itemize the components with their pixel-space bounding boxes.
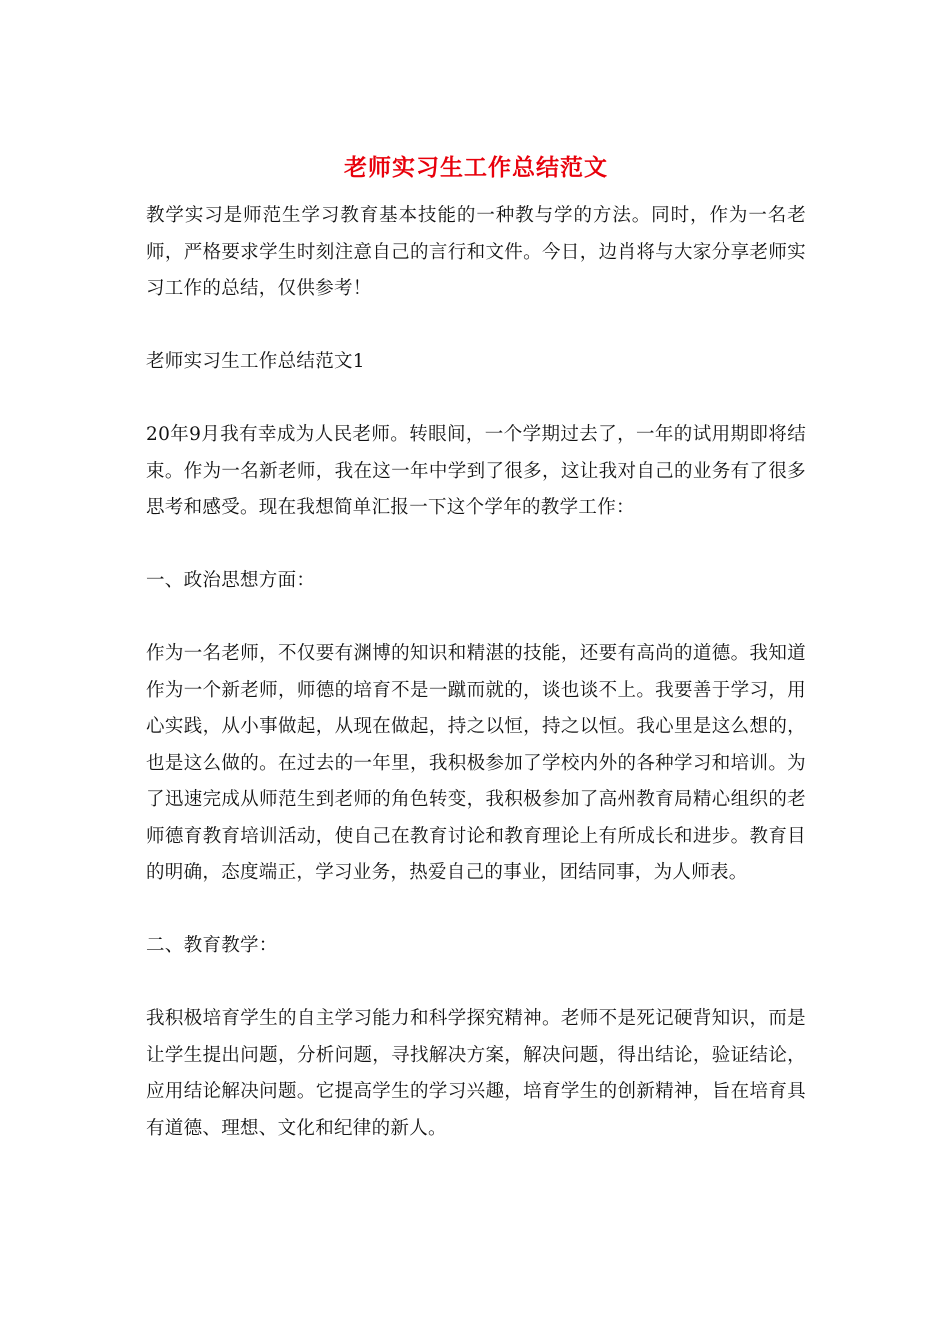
section-heading-teaching: 二、教育教学：	[146, 935, 278, 956]
intro-paragraph: 教学实习是师范生学习教育基本技能的一种教与学的方法。同时，作为一名老师，严格要求学生时刻注意自己的言行和文件。今日，边肖将与大家分享老师实习工作的总结，仅供参考！	[146, 205, 806, 299]
document-title: 老师实习生工作总结范文	[344, 154, 608, 181]
paragraph-gap	[146, 308, 806, 345]
body-paragraph-3: 我积极培育学生的自主学习能力和科学探究精神。老师不是死记硬背知识，而是让学生提出问题，分析问题，寻找解决方案，解决问题，得出结论，验证结论，应用结论解决问题。它提高学生的学习兴趣，培育学生的创新精神，旨在培育具有道德、理想、文化和纪律的新人。	[146, 1008, 806, 1139]
article-heading: 老师实习生工作总结范文1	[146, 351, 365, 372]
section-heading-politics: 一、政治思想方面：	[146, 570, 316, 591]
body-paragraph-2: 作为一名老师，不仅要有渊博的知识和精湛的技能，还要有高尚的道德。我知道作为一个新老师，师德的培育不是一蹴而就的，谈也谈不上。我要善于学习，用心实践，从小事做起，从现在做起，持之以恒，持之以恒。我心里是这么想的，也是这么做的。在过去的一年里，我积极参加了学校内外的各种学习和培训。为了迅速完成从师范生到老师的角色转变，我积极参加了高州教育局精心组织的老师德育教育培训活动，使自己在教育讨论和教育理论上有所成长和进步。教育目的明确，态度端正，学习业务，热爱自己的事业，团结同事，为人师表。	[146, 643, 806, 883]
paragraph-gap	[146, 527, 806, 564]
document-body	[146, 148, 806, 1147]
paragraph-gap	[146, 965, 806, 1002]
paragraph-gap	[146, 600, 806, 637]
paragraph-gap	[146, 381, 806, 418]
body-paragraph-1: 20年9月我有幸成为人民老师。转眼间，一个学期过去了，一年的试用期即将结束。作为一名新老师，我在这一年中学到了很多，这让我对自己的业务有了很多思考和感受。现在我想简单汇报一下这个学年的教学工作：	[146, 424, 806, 518]
paragraph-gap	[146, 892, 806, 929]
